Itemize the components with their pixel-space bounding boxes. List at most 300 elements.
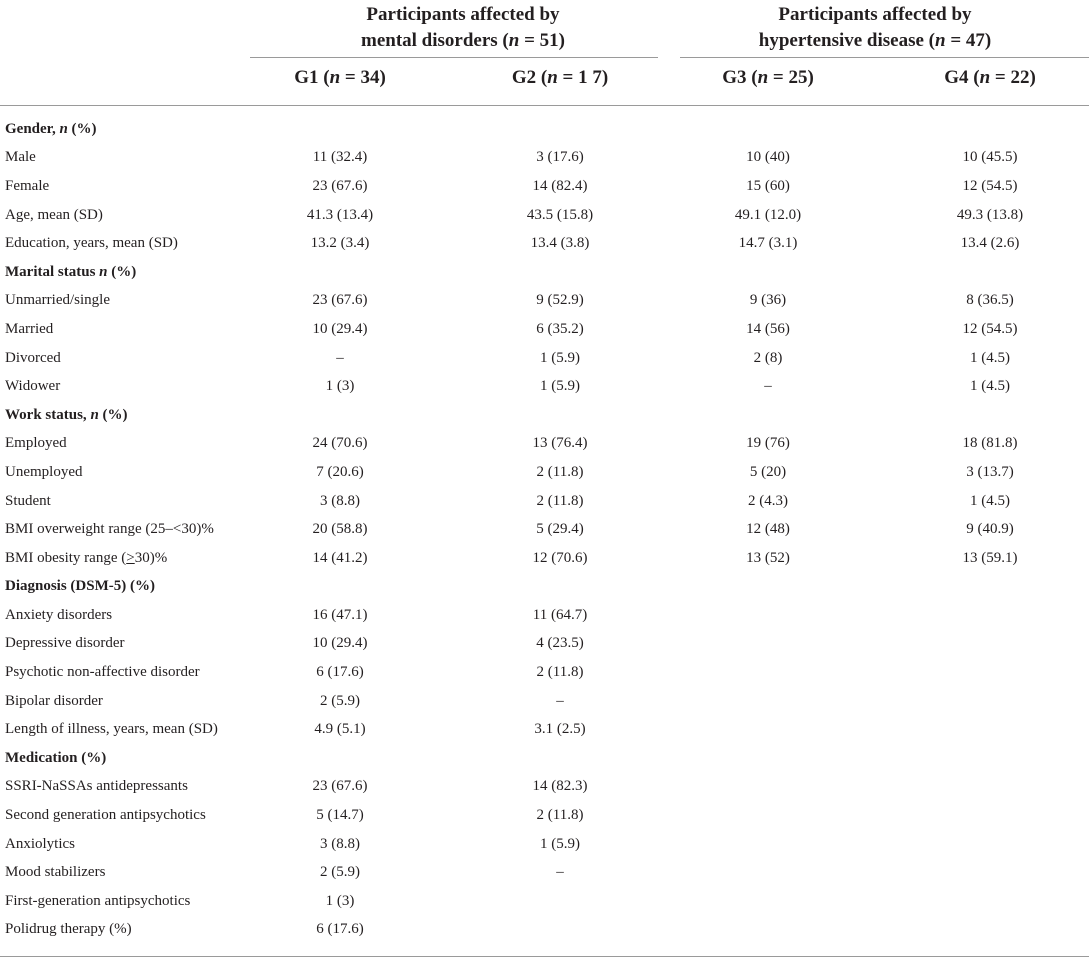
row-label: Second generation antipsychotics [5,807,206,824]
spacer [425,315,475,344]
table-row [0,172,1089,201]
cell-g3 [683,115,853,144]
cell-g4: 1 (4.5) [970,492,1010,509]
section-label: Medication (%) [5,749,107,766]
cell-g4: 49.3 (13.8) [956,206,1024,223]
spacer [853,658,905,687]
spacer [1075,258,1089,287]
cell-g3 [683,858,853,887]
table-row [0,229,1089,258]
spacer [853,172,905,201]
row-label: Married [5,320,54,337]
cell-g1: 23 (67.6) [312,177,368,194]
spacer [425,201,475,230]
spacer [645,601,683,630]
spacer [853,430,905,459]
cell-g4 [905,687,1075,716]
spacer [425,630,475,659]
cell-g4 [905,573,1075,602]
spacer [1075,887,1089,916]
cell-g3 [683,601,853,630]
cell-g2: 9 (52.9) [536,292,584,309]
group-header-hyper-line2: hypertensive disease (n = 47) [758,30,992,51]
spacer [853,744,905,773]
cell-g1: 7 (20.6) [316,463,364,480]
spacer [1075,687,1089,716]
cell-g2: 13.4 (3.8) [530,235,590,252]
cell-g4 [905,801,1075,830]
spacer [425,887,475,916]
spacer [645,630,683,659]
row-label: Employed [5,435,67,452]
row-label: Polidrug therapy (%) [5,921,132,938]
cell-g2: 1 (5.9) [540,378,580,395]
cell-g2: 43.5 (15.8) [526,206,594,223]
spacer [425,372,475,401]
cell-g4 [905,601,1075,630]
cell-g2: 4 (23.5) [536,635,584,652]
cell-g3: 5 (20) [749,463,787,480]
spacer [1075,315,1089,344]
spacer [853,715,905,744]
cell-g2 [475,887,645,916]
spacer [425,258,475,287]
spacer [1075,601,1089,630]
spacer [645,773,683,802]
cell-g3 [683,830,853,859]
row-label: Divorced [5,349,61,366]
cell-g2 [475,573,645,602]
spacer [425,144,475,173]
spacer [645,115,683,144]
cell-g4: 13 (59.1) [962,549,1018,566]
cell-g1: 10 (29.4) [312,635,368,652]
cell-g2: 5 (29.4) [536,521,584,538]
cell-g3: 12 (48) [746,521,790,538]
row-label: Female [5,177,50,194]
cell-g4: 12 (54.5) [962,320,1018,337]
cell-g3 [683,744,853,773]
cell-g1: 2 (5.9) [320,864,360,881]
spacer [425,801,475,830]
column-header-g1: G1 (n = 34) [294,67,386,88]
cell-g4: 3 (13.7) [966,463,1014,480]
spacer [645,229,683,258]
spacer [645,715,683,744]
table-row [0,773,1089,802]
header-rule [0,105,1089,106]
spacer [425,916,475,945]
cell-g1 [255,744,425,773]
cell-g3: 14.7 (3.1) [738,235,798,252]
cell-g1: 10 (29.4) [312,320,368,337]
table-row [0,544,1089,573]
spacer [853,401,905,430]
group-header-hypertensive-disease [680,2,1070,54]
row-label: Anxiolytics [5,835,75,852]
spacer [425,687,475,716]
cell-g4 [905,715,1075,744]
cell-g3 [683,801,853,830]
cell-g2: – [556,692,564,709]
cell-g2: 14 (82.3) [532,778,588,795]
table-row [0,916,1089,945]
cell-g2 [475,401,645,430]
spacer [645,658,683,687]
spacer [853,858,905,887]
spacer [1075,715,1089,744]
spacer [1075,287,1089,316]
group-header-mental-line2: mental disorders (n = 51) [361,30,565,51]
cell-g3 [683,887,853,916]
cell-g4 [905,258,1075,287]
spacer [425,601,475,630]
spacer [1075,544,1089,573]
cell-g2: 14 (82.4) [532,177,588,194]
table-row [0,715,1089,744]
spacer [1075,573,1089,602]
cell-g4 [905,773,1075,802]
spacer [853,630,905,659]
spacer [853,144,905,173]
spacer [853,887,905,916]
cell-g4: 1 (4.5) [970,349,1010,366]
spacer [645,887,683,916]
spacer [425,830,475,859]
table-row [0,658,1089,687]
row-label: Widower [5,378,61,395]
cell-g3 [683,258,853,287]
spacer [853,344,905,373]
spacer [1075,115,1089,144]
spacer [645,544,683,573]
cell-g1: 1 (3) [325,378,355,395]
spacer [853,601,905,630]
table-row [0,487,1089,516]
cell-g1: – [336,349,344,366]
cell-g1 [255,401,425,430]
cell-g2: 2 (11.8) [536,463,584,480]
spacer [1075,630,1089,659]
spacer [645,458,683,487]
table-row [0,287,1089,316]
spacer [425,544,475,573]
cell-g2 [475,744,645,773]
spacer [645,144,683,173]
cell-g3: 15 (60) [746,177,790,194]
cell-g3: 49.1 (12.0) [734,206,802,223]
cell-g4 [905,658,1075,687]
cell-g1: 6 (17.6) [316,921,364,938]
spacer [1075,744,1089,773]
spacer [853,515,905,544]
table-row [0,687,1089,716]
demographics-table [0,115,1089,944]
section-row [0,401,1089,430]
spacer [853,315,905,344]
cell-g1 [255,258,425,287]
spacer [645,573,683,602]
row-label: Length of illness, years, mean (SD) [5,721,218,738]
spacer [853,115,905,144]
spacer [645,344,683,373]
cell-g1: 20 (58.8) [312,521,368,538]
cell-g4 [905,401,1075,430]
table-row [0,630,1089,659]
row-label: SSRI-NaSSAs antidepressants [5,778,188,795]
cell-g4: 12 (54.5) [962,177,1018,194]
cell-g1: 3 (8.8) [320,835,360,852]
spacer [1075,372,1089,401]
spacer [1075,773,1089,802]
spacer [1075,515,1089,544]
spacer [425,744,475,773]
spacer [1075,458,1089,487]
cell-g1: 1 (3) [325,892,355,909]
cell-g2 [475,258,645,287]
cell-g3 [683,630,853,659]
row-label: BMI overweight range (25–<30)% [5,521,214,538]
cell-g3 [683,658,853,687]
section-label: Diagnosis (DSM-5) (%) [5,578,155,595]
cell-g4 [905,630,1075,659]
spacer [853,687,905,716]
row-label: Anxiety disorders [5,606,113,623]
cell-g3: 9 (36) [749,292,787,309]
row-label: Male [5,149,36,166]
spacer [853,372,905,401]
table-row [0,515,1089,544]
cell-g1: 16 (47.1) [312,606,368,623]
group-header-mental-disorders [268,2,658,54]
cell-g1: 4.9 (5.1) [314,721,366,738]
section-label: Gender, n (%) [5,120,97,137]
spacer [425,858,475,887]
row-label: Education, years, mean (SD) [5,235,178,252]
cell-g3 [683,773,853,802]
cell-g3 [683,573,853,602]
table-row [0,601,1089,630]
cell-g2: 12 (70.6) [532,549,588,566]
cell-g3 [683,687,853,716]
spacer [425,658,475,687]
table-body [0,115,1089,944]
row-label: Depressive disorder [5,635,125,652]
spacer [645,172,683,201]
spacer [645,430,683,459]
column-header-g2: G2 (n = 1 7) [511,67,609,88]
cell-g2: 2 (11.8) [536,664,584,681]
cell-g4 [905,115,1075,144]
cell-g2 [475,115,645,144]
spacer [645,372,683,401]
cell-g4 [905,887,1075,916]
cell-g2: 2 (11.8) [536,807,584,824]
cell-g2: 11 (64.7) [532,606,588,623]
table-row [0,372,1089,401]
spacer [425,229,475,258]
cell-g1: 24 (70.6) [312,435,368,452]
spacer [645,744,683,773]
cell-g3: 13 (52) [746,549,790,566]
cell-g1: 14 (41.2) [312,549,368,566]
cell-g4 [905,916,1075,945]
row-label: Psychotic non-affective disorder [5,664,200,681]
spacer [425,573,475,602]
spacer [853,573,905,602]
spacer [645,687,683,716]
cell-g3: 2 (4.3) [748,492,788,509]
cell-g4: 10 (45.5) [962,149,1018,166]
row-label: First-generation antipsychotics [5,892,191,909]
cell-g2: 2 (11.8) [536,492,584,509]
group-rule-hyper [680,57,1089,58]
spacer [853,544,905,573]
spacer [425,515,475,544]
cell-g1 [255,115,425,144]
spacer [853,801,905,830]
spacer [1075,229,1089,258]
cell-g4: 18 (81.8) [962,435,1018,452]
cell-g2 [475,916,645,945]
spacer [1075,201,1089,230]
spacer [1075,430,1089,459]
spacer [425,715,475,744]
group-header-mental-line1: Participants affected by [366,4,560,25]
row-label: Bipolar disorder [5,692,103,709]
table-row [0,315,1089,344]
cell-g4 [905,830,1075,859]
cell-g2: 1 (5.9) [540,349,580,366]
spacer [645,801,683,830]
spacer [853,487,905,516]
cell-g1: 23 (67.6) [312,292,368,309]
table-row [0,830,1089,859]
spacer [425,773,475,802]
cell-g1: 2 (5.9) [320,692,360,709]
row-label: Unemployed [5,463,83,480]
cell-g1: 41.3 (13.4) [306,206,374,223]
spacer [425,430,475,459]
cell-g3: 2 (8) [753,349,783,366]
cell-g2: 3.1 (2.5) [534,721,586,738]
spacer [853,287,905,316]
table-row [0,430,1089,459]
spacer [645,830,683,859]
table-row [0,458,1089,487]
table-row [0,858,1089,887]
row-label: BMI obesity range (>30)% [5,549,168,566]
cell-g4: 9 (40.9) [966,521,1014,538]
spacer [425,401,475,430]
cell-g2: 6 (35.2) [536,320,584,337]
spacer [425,172,475,201]
spacer [425,458,475,487]
row-label: Mood stabilizers [5,864,106,881]
section-row [0,258,1089,287]
cell-g3: – [764,378,772,395]
table-row [0,344,1089,373]
spacer [645,916,683,945]
cell-g1: 6 (17.6) [316,664,364,681]
spacer [1075,487,1089,516]
section-label: Marital status n (%) [5,263,137,280]
spacer [645,858,683,887]
cell-g4 [905,744,1075,773]
spacer [645,287,683,316]
cell-g1: 13.2 (3.4) [310,235,370,252]
cell-g3: 10 (40) [746,149,790,166]
cell-g3 [683,916,853,945]
cell-g1 [255,573,425,602]
bottom-rule [0,956,1089,957]
row-label: Unmarried/single [5,292,110,309]
cell-g3 [683,401,853,430]
section-label: Work status, n (%) [5,406,128,423]
cell-g2: 13 (76.4) [532,435,588,452]
cell-g1: 3 (8.8) [320,492,360,509]
cell-g2: 1 (5.9) [540,835,580,852]
column-header-g4: G4 (n = 22) [944,67,1036,88]
cell-g3 [683,715,853,744]
spacer [1075,344,1089,373]
cell-g1: 5 (14.7) [316,807,364,824]
spacer [425,287,475,316]
cell-g2: – [556,864,564,881]
group-rule-mental [250,57,658,58]
spacer [645,515,683,544]
cell-g3: 19 (76) [746,435,790,452]
cell-g2: 3 (17.6) [536,149,584,166]
spacer [853,458,905,487]
spacer [645,201,683,230]
section-row [0,744,1089,773]
spacer [1075,858,1089,887]
table-row [0,201,1089,230]
spacer [1075,172,1089,201]
group-header-hyper-line1: Participants affected by [778,4,972,25]
row-label: Age, mean (SD) [5,206,103,223]
spacer [853,830,905,859]
spacer [1075,144,1089,173]
spacer [645,401,683,430]
cell-g1: 23 (67.6) [312,778,368,795]
spacer [1075,916,1089,945]
table-row [0,887,1089,916]
spacer [425,487,475,516]
spacer [853,201,905,230]
spacer [1075,401,1089,430]
table-row [0,144,1089,173]
spacer [645,315,683,344]
cell-g4: 8 (36.5) [966,292,1014,309]
spacer [853,229,905,258]
cell-g3: 14 (56) [746,320,790,337]
spacer [1075,830,1089,859]
spacer [645,258,683,287]
spacer [645,487,683,516]
spacer [853,258,905,287]
spacer [853,916,905,945]
cell-g4 [905,858,1075,887]
table-row [0,801,1089,830]
spacer [853,773,905,802]
column-header-g3: G3 (n = 25) [722,67,814,88]
section-row [0,573,1089,602]
spacer [1075,801,1089,830]
spacer [425,344,475,373]
cell-g4: 13.4 (2.6) [960,235,1020,252]
